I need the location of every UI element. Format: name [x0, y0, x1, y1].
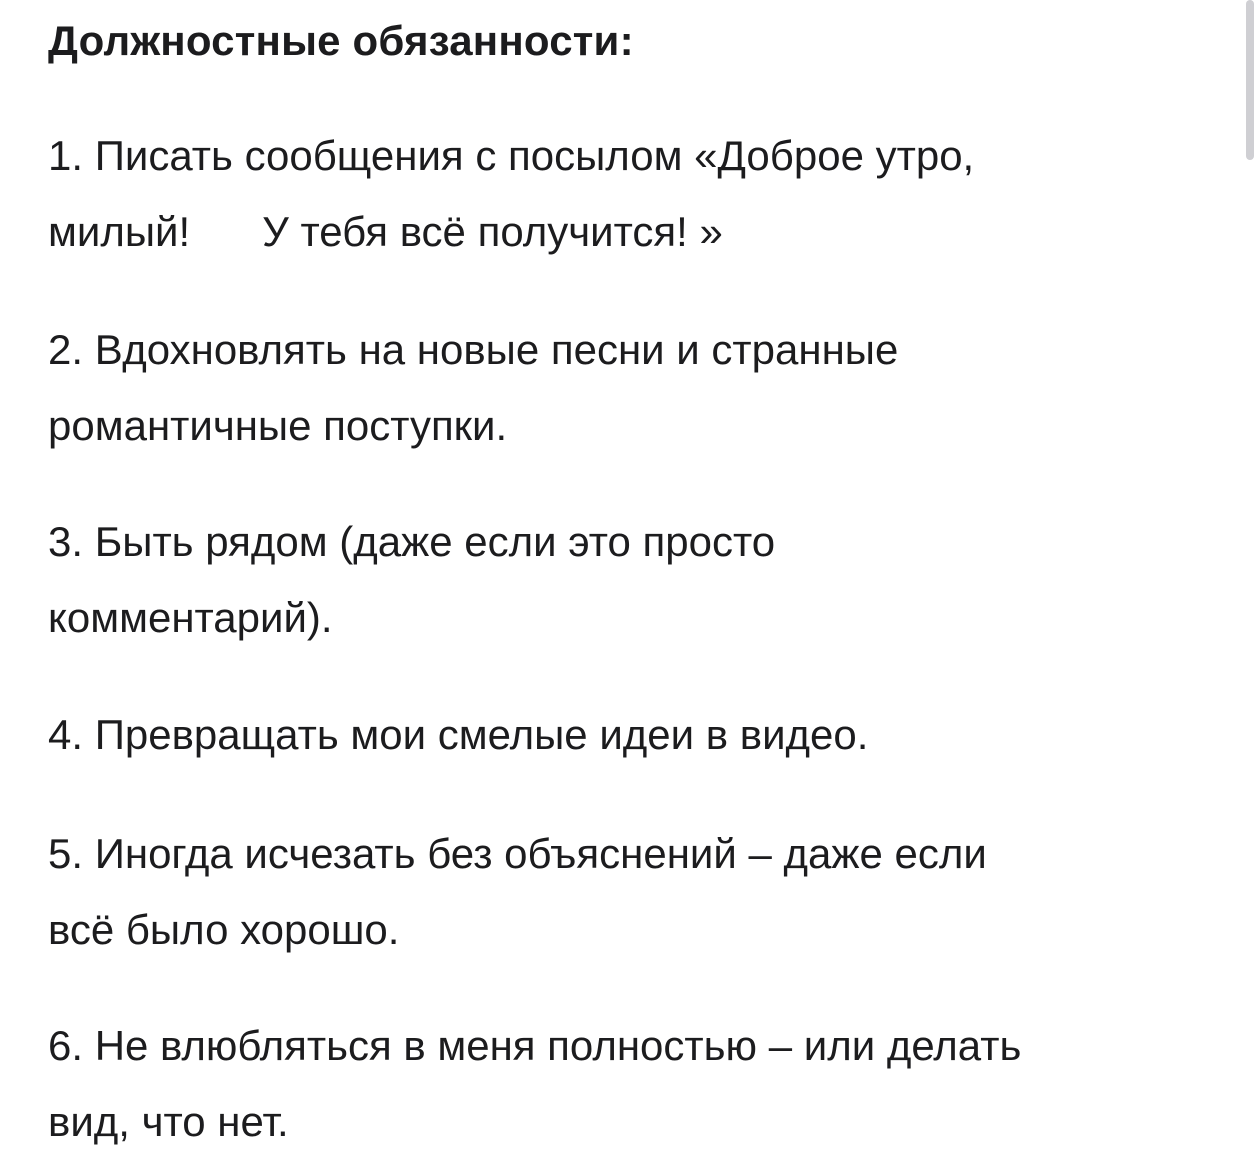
list-item-1-text-b: У тебя всё получится! » [262, 208, 723, 255]
list-item-1 [48, 118, 974, 270]
list-item-4-line-1: 4. Превращать мои смелые идеи в видео. [48, 711, 869, 758]
list-item-2 [48, 312, 898, 464]
list-item-1-text-a: милый! [48, 208, 191, 255]
list-item-6 [48, 1008, 1021, 1160]
page-title: Должностные обязанности: [48, 17, 634, 64]
list-item-2-line-2: романтичные поступки. [48, 402, 508, 449]
list-item-3-line-2: комментарий). [48, 594, 333, 641]
list-item-1-line-1: 1. Писать сообщения с посылом «Доброе утро, [48, 132, 975, 179]
list-item-1-line-2 [48, 194, 974, 270]
list-item-3 [48, 504, 775, 656]
list-item-4 [48, 697, 868, 773]
list-item-6-line-2: вид, что нет. [48, 1098, 289, 1145]
list-item-6-line-1: 6. Не влюбляться в меня полностью – или делать [48, 1022, 1022, 1069]
list-item-5 [48, 816, 987, 968]
scrollbar[interactable] [1246, 0, 1254, 160]
list-item-5-line-1: 5. Иногда исчезать без объяснений – даже если [48, 830, 987, 877]
list-item-5-line-2: всё было хорошо. [48, 906, 400, 953]
list-item-3-line-1: 3. Быть рядом (даже если это просто [48, 518, 776, 565]
list-item-2-line-1: 2. Вдохновлять на новые песни и странные [48, 326, 899, 373]
